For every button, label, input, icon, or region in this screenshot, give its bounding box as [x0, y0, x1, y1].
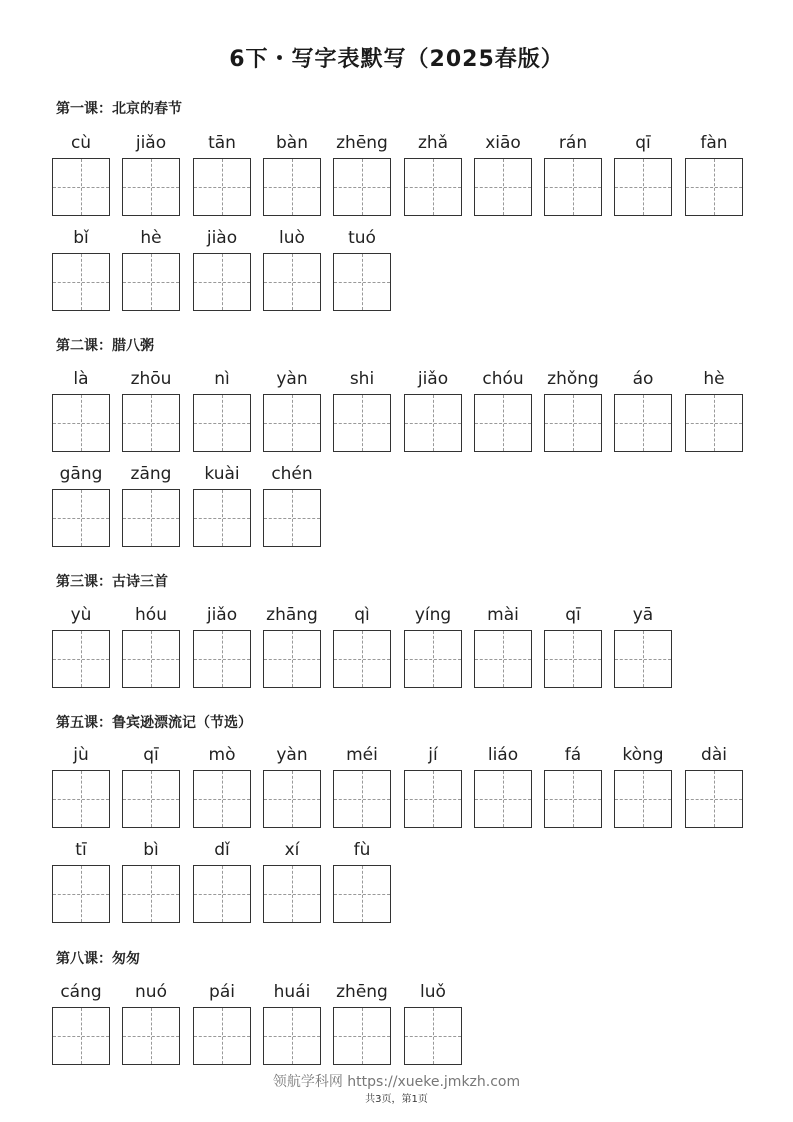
grid-guide-horizontal	[123, 282, 179, 283]
grid-guide-horizontal	[194, 1036, 250, 1037]
grid-guide-horizontal	[194, 518, 250, 519]
writing-box[interactable]	[333, 394, 391, 452]
writing-box[interactable]	[474, 770, 532, 828]
writing-box[interactable]	[333, 1007, 391, 1065]
grid-guide-horizontal	[686, 187, 742, 188]
pinyin-label: kòng	[622, 745, 664, 765]
pinyin-label: mò	[208, 745, 236, 765]
writing-box[interactable]	[263, 770, 321, 828]
grid-guide-horizontal	[123, 659, 179, 660]
writing-box[interactable]	[263, 1007, 321, 1065]
grid-guide-horizontal	[615, 187, 671, 188]
writing-box[interactable]	[52, 489, 110, 547]
grid-guide-horizontal	[53, 1036, 109, 1037]
grid-guide-horizontal	[264, 799, 320, 800]
pinyin-label: chén	[271, 464, 313, 484]
writing-box[interactable]	[333, 630, 391, 688]
pinyin-label: bàn	[276, 133, 308, 153]
writing-box[interactable]	[122, 865, 180, 923]
writing-box[interactable]	[52, 158, 110, 216]
grid-guide-horizontal	[615, 659, 671, 660]
lesson-title: 第二课：腊八粥	[56, 338, 154, 354]
grid-guide-horizontal	[194, 659, 250, 660]
writing-box[interactable]	[122, 253, 180, 311]
grid-guide-horizontal	[545, 423, 601, 424]
pinyin-label: luò	[279, 228, 305, 248]
pinyin-label: xí	[284, 840, 300, 860]
pinyin-label: bǐ	[73, 228, 89, 248]
lesson-title: 第三课：古诗三首	[56, 574, 168, 590]
grid-guide-horizontal	[194, 187, 250, 188]
grid-guide-horizontal	[545, 799, 601, 800]
writing-box[interactable]	[614, 394, 672, 452]
writing-box[interactable]	[614, 770, 672, 828]
grid-guide-horizontal	[264, 894, 320, 895]
grid-guide-horizontal	[334, 282, 390, 283]
grid-guide-horizontal	[405, 799, 461, 800]
grid-guide-horizontal	[53, 659, 109, 660]
grid-guide-horizontal	[334, 1036, 390, 1037]
grid-guide-horizontal	[545, 187, 601, 188]
pinyin-label: tuó	[348, 228, 376, 248]
writing-box[interactable]	[474, 630, 532, 688]
pinyin-label: liáo	[487, 745, 519, 765]
lesson-title: 第五课：鲁宾逊漂流记（节选）	[56, 715, 252, 731]
writing-box[interactable]	[122, 158, 180, 216]
writing-box[interactable]	[333, 253, 391, 311]
grid-guide-horizontal	[334, 659, 390, 660]
pinyin-label: jiǎo	[417, 369, 449, 389]
writing-box[interactable]	[193, 630, 251, 688]
pinyin-label: yàn	[276, 369, 308, 389]
writing-box[interactable]	[685, 158, 743, 216]
grid-guide-horizontal	[475, 659, 531, 660]
writing-box[interactable]	[122, 394, 180, 452]
footer-site[interactable]: 领航学科网 https://xueke.jmkzh.com	[272, 1074, 521, 1090]
grid-guide-horizontal	[475, 423, 531, 424]
grid-guide-horizontal	[334, 187, 390, 188]
pinyin-label: dài	[701, 745, 727, 765]
grid-guide-horizontal	[405, 659, 461, 660]
grid-guide-horizontal	[123, 894, 179, 895]
pinyin-label: qī	[565, 605, 581, 625]
writing-box[interactable]	[193, 253, 251, 311]
writing-box[interactable]	[685, 770, 743, 828]
writing-box[interactable]	[263, 158, 321, 216]
writing-box[interactable]	[193, 158, 251, 216]
grid-guide-horizontal	[334, 423, 390, 424]
pinyin-label: bì	[143, 840, 159, 860]
writing-box[interactable]	[263, 253, 321, 311]
pinyin-label: jiǎo	[135, 133, 167, 153]
grid-guide-horizontal	[264, 518, 320, 519]
grid-guide-horizontal	[615, 799, 671, 800]
grid-guide-horizontal	[686, 799, 742, 800]
writing-box[interactable]	[333, 865, 391, 923]
pinyin-label: zhǎ	[417, 133, 449, 153]
grid-guide-horizontal	[123, 518, 179, 519]
pinyin-label: nuó	[135, 982, 167, 1002]
writing-box[interactable]	[52, 394, 110, 452]
pinyin-label: zhēng	[336, 982, 388, 1002]
pinyin-label: hóu	[135, 605, 167, 625]
footer-page-number: 共3页，第1页	[365, 1094, 428, 1105]
writing-box[interactable]	[263, 865, 321, 923]
grid-guide-horizontal	[475, 187, 531, 188]
grid-guide-horizontal	[194, 423, 250, 424]
writing-box[interactable]	[474, 158, 532, 216]
grid-guide-horizontal	[334, 894, 390, 895]
grid-guide-horizontal	[334, 799, 390, 800]
grid-guide-horizontal	[686, 423, 742, 424]
grid-guide-horizontal	[123, 423, 179, 424]
writing-box[interactable]	[52, 1007, 110, 1065]
writing-box[interactable]	[544, 770, 602, 828]
pinyin-label: kuài	[204, 464, 240, 484]
writing-box[interactable]	[404, 630, 462, 688]
grid-guide-horizontal	[123, 799, 179, 800]
writing-box[interactable]	[685, 394, 743, 452]
writing-box[interactable]	[404, 1007, 462, 1065]
pinyin-label: hè	[140, 228, 162, 248]
pinyin-label: là	[73, 369, 89, 389]
grid-guide-horizontal	[123, 187, 179, 188]
writing-box[interactable]	[333, 770, 391, 828]
pinyin-label: luǒ	[420, 982, 446, 1002]
grid-guide-horizontal	[53, 518, 109, 519]
pinyin-label: zhāng	[266, 605, 318, 625]
lesson-title: 第八课：匆匆	[56, 951, 140, 967]
writing-box[interactable]	[193, 770, 251, 828]
pinyin-label: dǐ	[214, 840, 230, 860]
pinyin-label: xiāo	[485, 133, 521, 153]
page-title: 6下・写字表默写（2025春版）	[229, 47, 564, 72]
grid-guide-horizontal	[405, 423, 461, 424]
grid-guide-horizontal	[405, 1036, 461, 1037]
pinyin-label: fá	[564, 745, 582, 765]
pinyin-label: zhēng	[336, 133, 388, 153]
pinyin-label: fàn	[700, 133, 728, 153]
writing-box[interactable]	[52, 770, 110, 828]
pinyin-label: yàn	[276, 745, 308, 765]
pinyin-label: qì	[354, 605, 370, 625]
writing-box[interactable]	[614, 630, 672, 688]
lesson-title: 第一课：北京的春节	[56, 101, 182, 117]
writing-box[interactable]	[544, 158, 602, 216]
grid-guide-horizontal	[194, 282, 250, 283]
pinyin-label: tī	[75, 840, 87, 860]
writing-box[interactable]	[193, 394, 251, 452]
grid-guide-horizontal	[194, 799, 250, 800]
grid-guide-horizontal	[264, 187, 320, 188]
pinyin-label: rán	[558, 133, 588, 153]
pinyin-label: shi	[349, 369, 375, 389]
writing-box[interactable]	[52, 630, 110, 688]
writing-box[interactable]	[263, 630, 321, 688]
writing-box[interactable]	[544, 630, 602, 688]
grid-guide-horizontal	[53, 894, 109, 895]
grid-guide-horizontal	[53, 187, 109, 188]
writing-box[interactable]	[122, 770, 180, 828]
pinyin-label: jiǎo	[206, 605, 238, 625]
pinyin-label: chóu	[482, 369, 524, 389]
pinyin-label: áo	[632, 369, 654, 389]
writing-box[interactable]	[193, 1007, 251, 1065]
grid-guide-horizontal	[615, 423, 671, 424]
grid-guide-horizontal	[194, 894, 250, 895]
pinyin-label: pái	[209, 982, 235, 1002]
pinyin-label: fù	[353, 840, 371, 860]
pinyin-label: yù	[70, 605, 92, 625]
writing-box[interactable]	[404, 158, 462, 216]
writing-box[interactable]	[333, 158, 391, 216]
writing-box[interactable]	[122, 1007, 180, 1065]
pinyin-label: tān	[208, 133, 236, 153]
pinyin-label: zhǒng	[547, 369, 599, 389]
grid-guide-horizontal	[53, 282, 109, 283]
writing-box[interactable]	[263, 489, 321, 547]
writing-box[interactable]	[404, 394, 462, 452]
pinyin-label: mài	[487, 605, 519, 625]
pinyin-label: cáng	[60, 982, 102, 1002]
pinyin-label: yā	[632, 605, 654, 625]
pinyin-label: jí	[428, 745, 438, 765]
writing-box[interactable]	[52, 865, 110, 923]
grid-guide-horizontal	[264, 282, 320, 283]
writing-box[interactable]	[52, 253, 110, 311]
pinyin-label: zhōu	[130, 369, 172, 389]
pinyin-label: yíng	[414, 605, 452, 625]
grid-guide-horizontal	[545, 659, 601, 660]
writing-box[interactable]	[263, 394, 321, 452]
writing-box[interactable]	[474, 394, 532, 452]
writing-box[interactable]	[122, 630, 180, 688]
writing-box[interactable]	[544, 394, 602, 452]
writing-box[interactable]	[614, 158, 672, 216]
pinyin-label: jù	[73, 745, 89, 765]
pinyin-label: zāng	[130, 464, 172, 484]
grid-guide-horizontal	[405, 187, 461, 188]
writing-box[interactable]	[122, 489, 180, 547]
grid-guide-horizontal	[264, 659, 320, 660]
pinyin-label: huái	[273, 982, 311, 1002]
grid-guide-horizontal	[53, 423, 109, 424]
pinyin-label: nì	[214, 369, 230, 389]
pinyin-label: méi	[346, 745, 378, 765]
grid-guide-horizontal	[123, 1036, 179, 1037]
writing-box[interactable]	[193, 865, 251, 923]
pinyin-label: qī	[635, 133, 651, 153]
pinyin-label: jiào	[206, 228, 238, 248]
writing-box[interactable]	[404, 770, 462, 828]
grid-guide-horizontal	[264, 423, 320, 424]
pinyin-label: gāng	[59, 464, 103, 484]
pinyin-label: cù	[70, 133, 92, 153]
pinyin-label: qī	[143, 745, 159, 765]
pinyin-label: hè	[703, 369, 725, 389]
grid-guide-horizontal	[53, 799, 109, 800]
writing-box[interactable]	[193, 489, 251, 547]
grid-guide-horizontal	[475, 799, 531, 800]
grid-guide-horizontal	[264, 1036, 320, 1037]
